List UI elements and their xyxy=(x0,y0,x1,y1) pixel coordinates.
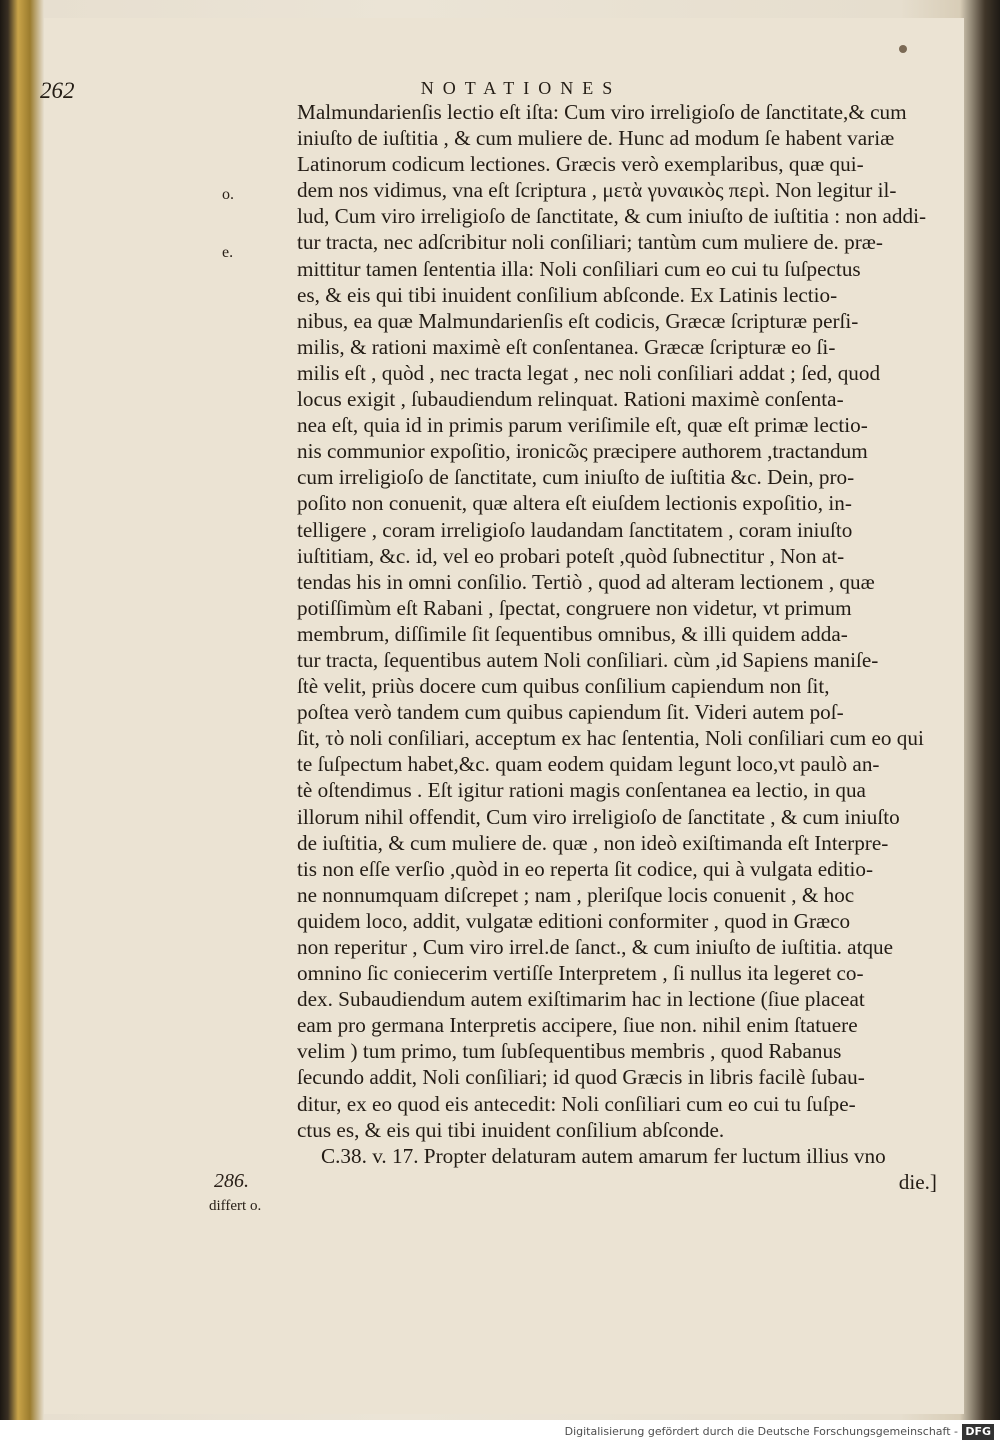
text-line: ditur, ex eo quod eis antecedit: Noli conſiliari cum eo cui tu ſuſpe- xyxy=(297,1091,856,1116)
text-line: tur tracta, nec adſcribitur noli conſiliari; tantùm cum muliere de. præ- xyxy=(297,230,883,255)
text-line: velim ) tum primo, tum ſubſequentibus membris , quod Rabanus xyxy=(297,1039,842,1064)
text-line: lud, Cum viro irreligioſo de ſanctitate, & cum iniuſto de iuſtitia : non addi- xyxy=(297,204,927,229)
text-line: tendas his in omni conſilio. Tertiò , quod ad alteram lectionem , quæ xyxy=(297,569,875,594)
text-line: iuſtitiam, &c. id, vel eo probari poteſt ,quòd ſubnectitur , Non at- xyxy=(297,543,845,568)
margin-note-o: o. xyxy=(222,186,234,203)
text-line: de iuſtitia, & cum muliere de. quæ , non ideò exiſtimanda eſt Interpre- xyxy=(297,830,889,855)
footer-bar xyxy=(0,1420,1000,1445)
text-line: cum irreligioſo de ſanctitate, cum iniuſto de iuſtitia &c. Dein, pro- xyxy=(297,465,855,490)
text-line: ſit, τὸ noli conſiliari, acceptum ex hac ſententia, Noli conſiliari cum eo qui xyxy=(297,726,924,751)
text-line: tè oſtendimus . Eſt igitur rationi magis conſentanea ea lectio, in qua xyxy=(297,778,866,803)
text-line: nea eſt, quia id in primis parum veriſimile eſt, quæ eſt primæ lectio- xyxy=(297,413,868,438)
text-line: illorum nihil offendit, Cum viro irreligioſo de ſanctitate , & cum iniuſto xyxy=(297,804,900,829)
body-text xyxy=(297,99,957,1195)
margin-note-286: 286. xyxy=(214,1170,249,1192)
text-line: milis, & rationi maximè eſt conſentanea. Græcæ ſcripturæ eo ſi- xyxy=(297,334,836,359)
text-line: poſtea verò tandem cum quibus capiendum ſit. Videri autem poſ- xyxy=(297,700,844,725)
text-line: quidem loco, addit, vulgatæ editioni conformiter , quod in Græco xyxy=(297,908,851,933)
text-line: potiſſimùm eſt Rabani , ſpectat, congruere non videtur, vt primum xyxy=(297,595,852,620)
text-line: ne nonnumquam diſcrepet ; nam , pleriſque locis conuenit , & hoc xyxy=(297,882,855,907)
text-line: iniuſto de iuſtitia , & cum muliere de. Hunc ad modum ſe habent variæ xyxy=(297,126,895,151)
running-head: NOTATIONES xyxy=(420,78,622,98)
page-number: 262 xyxy=(40,78,75,103)
text-line: membrum, diſſimile ſit ſequentibus omnibus, & illi quidem adda- xyxy=(297,621,848,646)
text-line: non reperitur , Cum viro irrel.de ſanct., & cum iniuſto de iuſtitia. atque xyxy=(297,935,894,959)
text-line: ſecundo addit, Noli conſiliari; id quod Græcis in libris facilè ſubau- xyxy=(297,1065,865,1090)
margin-note-e: e. xyxy=(222,244,234,261)
text-line: nibus, ea quæ Malmundarienſis eſt codicis, Græcæ ſcripturæ perſi- xyxy=(297,308,859,333)
text-line: omnino ſic coniecerim vertiſſe Interpretem , ſi nullus ita legeret co- xyxy=(297,961,864,986)
dfg-logo-icon: DFG xyxy=(962,1424,994,1440)
text-line: te ſuſpectum habet,&c. quam eodem quidam legunt loco,vt paulò an- xyxy=(297,752,880,777)
text-line: dem nos vidimus, vna eſt ſcriptura , μετὰ γυναικὸς περὶ. Non legitur il- xyxy=(297,178,897,203)
text-line: Malmundarienſis lectio eſt iſta: Cum viro irreligioſo de ſanctitate,& cum xyxy=(297,100,907,124)
text-line: telligere , coram irreligioſo laudandam ſanctitatem , coram iniuſto xyxy=(297,517,853,542)
text-line: tur tracta, ſequentibus autem Noli conſiliari. cùm ,id Sapiens maniſe- xyxy=(297,647,879,672)
text-line: milis eſt , quòd , nec tracta legat , nec noli conſiliari addat ; ſed, quod xyxy=(297,360,881,385)
text-line: mittitur tamen ſententia illa: Noli conſiliari cum eo cui tu ſuſpectus xyxy=(297,256,861,281)
ink-spot xyxy=(899,45,907,53)
text-line: nis communior expoſitio, ironicῶς præcipere authorem ,tractandum xyxy=(297,439,868,464)
text-line: ſtè velit, priùs docere cum quibus conſilium capiendum non ſit, xyxy=(297,674,830,699)
margin-note-differt: differt o. xyxy=(209,1198,262,1214)
text-line: locus exigit , ſubaudiendum relinquat. Rationi maximè conſenta- xyxy=(297,387,844,412)
text-line: die.] xyxy=(898,1169,937,1194)
text-line: eam pro germana Interpretis accipere, ſiue non. nihil enim ſtatuere xyxy=(297,1013,858,1038)
footer-credit: Digitalisierung gefördert durch die Deutsche Forschungsgemeinschaft - xyxy=(564,1425,958,1438)
text-line: dex. Subaudiendum autem exiſtimarim hac in lectione (ſiue placeat xyxy=(297,987,865,1012)
text-line: ctus es, & eis qui tibi inuident conſilium abſconde. xyxy=(297,1117,725,1142)
text-line: tis non eſſe verſio ,quòd in eo reperta ſit codice, qui à vulgata editio- xyxy=(297,856,874,881)
text-line: C.38. v. 17. Propter delaturam autem amarum fer luctum illius vno xyxy=(321,1143,886,1168)
text-line: poſito non conuenit, quæ altera eſt eiuſdem lectionis expoſitio, in- xyxy=(297,491,852,516)
text-line: Latinorum codicum lectiones. Græcis verò exemplaribus, quæ qui- xyxy=(297,152,864,177)
text-line: es, & eis qui tibi inuident conſilium abſconde. Ex Latinis lectio- xyxy=(297,282,838,307)
